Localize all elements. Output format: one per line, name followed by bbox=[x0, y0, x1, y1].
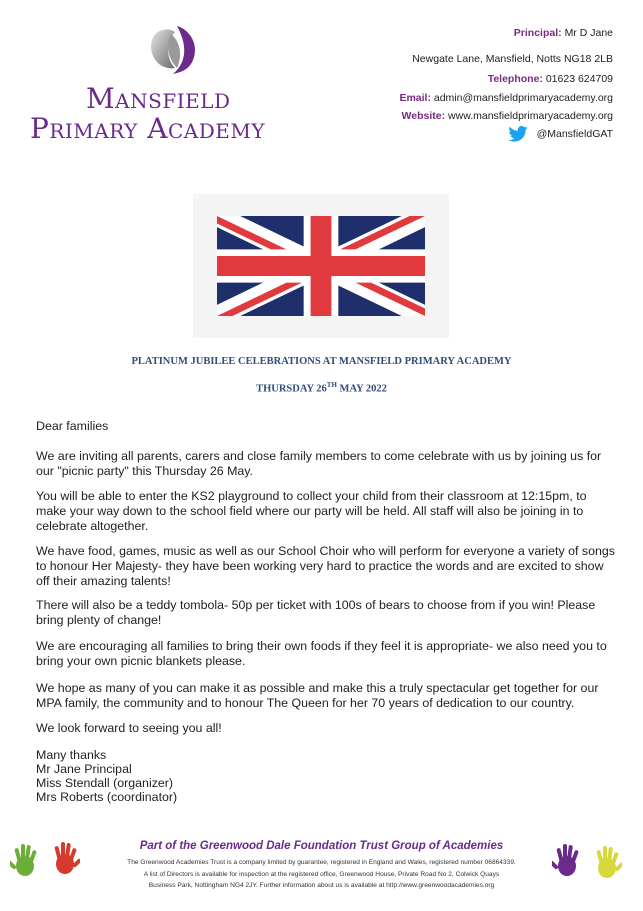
website-value[interactable]: www.mansfieldprimaryacademy.org bbox=[448, 110, 613, 122]
school-name-line2: Primary Academy bbox=[30, 112, 266, 145]
principal-value: Mr D Jane bbox=[564, 27, 613, 39]
footer-title: Part of the Greenwood Dale Foundation Trust Group of Academies bbox=[139, 840, 504, 852]
letter-paragraph: We are encouraging all families to bring their own foods if they feel it is appropriate- we also need you to bring your own picnic blankets please. bbox=[36, 639, 607, 668]
union-jack-flag-icon bbox=[217, 216, 425, 316]
signoff-line: Mrs Roberts (coordinator) bbox=[36, 790, 178, 804]
footer-line: A list of Directors is available for inspection at the registered office, Greenwood House, Private Road No 2, Colwick Quays bbox=[143, 871, 500, 878]
address-text: Newgate Lane, Mansfield, Notts NG18 2LB bbox=[412, 53, 613, 65]
twitter-handle[interactable]: @MansfieldGAT bbox=[536, 127, 613, 140]
signoff-line: Miss Stendall (organizer) bbox=[36, 776, 174, 790]
signoff-line: Mr Jane Principal bbox=[36, 762, 132, 776]
signoff-line: Many thanks bbox=[36, 748, 107, 762]
event-date bbox=[0, 381, 643, 395]
school-name-line1: Mansfield bbox=[86, 82, 231, 115]
telephone-label: Telephone: bbox=[487, 73, 543, 85]
school-logo-icon bbox=[145, 24, 201, 74]
event-title: PLATINUM JUBILEE CELEBRATIONS AT MANSFIELD PRIMARY ACADEMY bbox=[131, 356, 512, 367]
letter-paragraph: We have food, games, music as well as our School Choir who will perform for everyone a variety of songs to honour Her Majesty- they have been working very hard to practice the words and are excited to show off their amazing talents! bbox=[36, 544, 615, 588]
flag-image-frame bbox=[193, 194, 449, 338]
letter-paragraph: We hope as many of you can make it as possible and make this a truly spectacular get together for our MPA family, the community and to honour The Queen for her 70 years of dedication to our country. bbox=[36, 681, 599, 710]
principal-row bbox=[514, 28, 613, 39]
event-date-prefix: THURSDAY 26 bbox=[256, 383, 327, 395]
footer-line: Business Park, Nottingham NG4 2JY. Further information about us is available at http://www.greenwoodacademies.org bbox=[148, 882, 495, 889]
event-date-suffix: TH bbox=[326, 381, 337, 389]
twitter-icon bbox=[508, 126, 528, 142]
letter-paragraph: We look forward to seeing you all! bbox=[36, 721, 222, 735]
email-label: Email: bbox=[399, 92, 431, 104]
email-row bbox=[399, 93, 613, 104]
email-value[interactable]: admin@mansfieldprimaryacademy.org bbox=[433, 92, 613, 104]
letter-paragraph: You will be able to enter the KS2 playground to collect your child from their classroom at 12:15pm, to make your way down to the school field where our party will be held. All staff will also be joining in to celebrate altogether. bbox=[36, 489, 587, 533]
event-date-rest: MAY 2022 bbox=[336, 383, 387, 395]
letter-paragraph: There will also be a teddy tombola- 50p per ticket with 100s of bears to choose from if you win! Please bring plenty of change! bbox=[36, 598, 596, 627]
website-row bbox=[402, 111, 613, 122]
address-row bbox=[412, 54, 613, 65]
telephone-value: 01623 624709 bbox=[545, 73, 613, 85]
telephone-row bbox=[488, 74, 613, 85]
letter-greeting: Dear families bbox=[36, 419, 109, 433]
letter-paragraph: We are inviting all parents, carers and close family members to come celebrate with us by joining us for our "picnic party" this Thursday 26 May. bbox=[36, 449, 602, 478]
twitter-row bbox=[508, 126, 613, 142]
footer-line: The Greenwood Academies Trust is a company limited by guarantee, registered in England and Wales, registered number 06864339. bbox=[127, 859, 516, 866]
website-label: Website: bbox=[401, 110, 446, 122]
principal-label: Principal: bbox=[513, 27, 562, 39]
